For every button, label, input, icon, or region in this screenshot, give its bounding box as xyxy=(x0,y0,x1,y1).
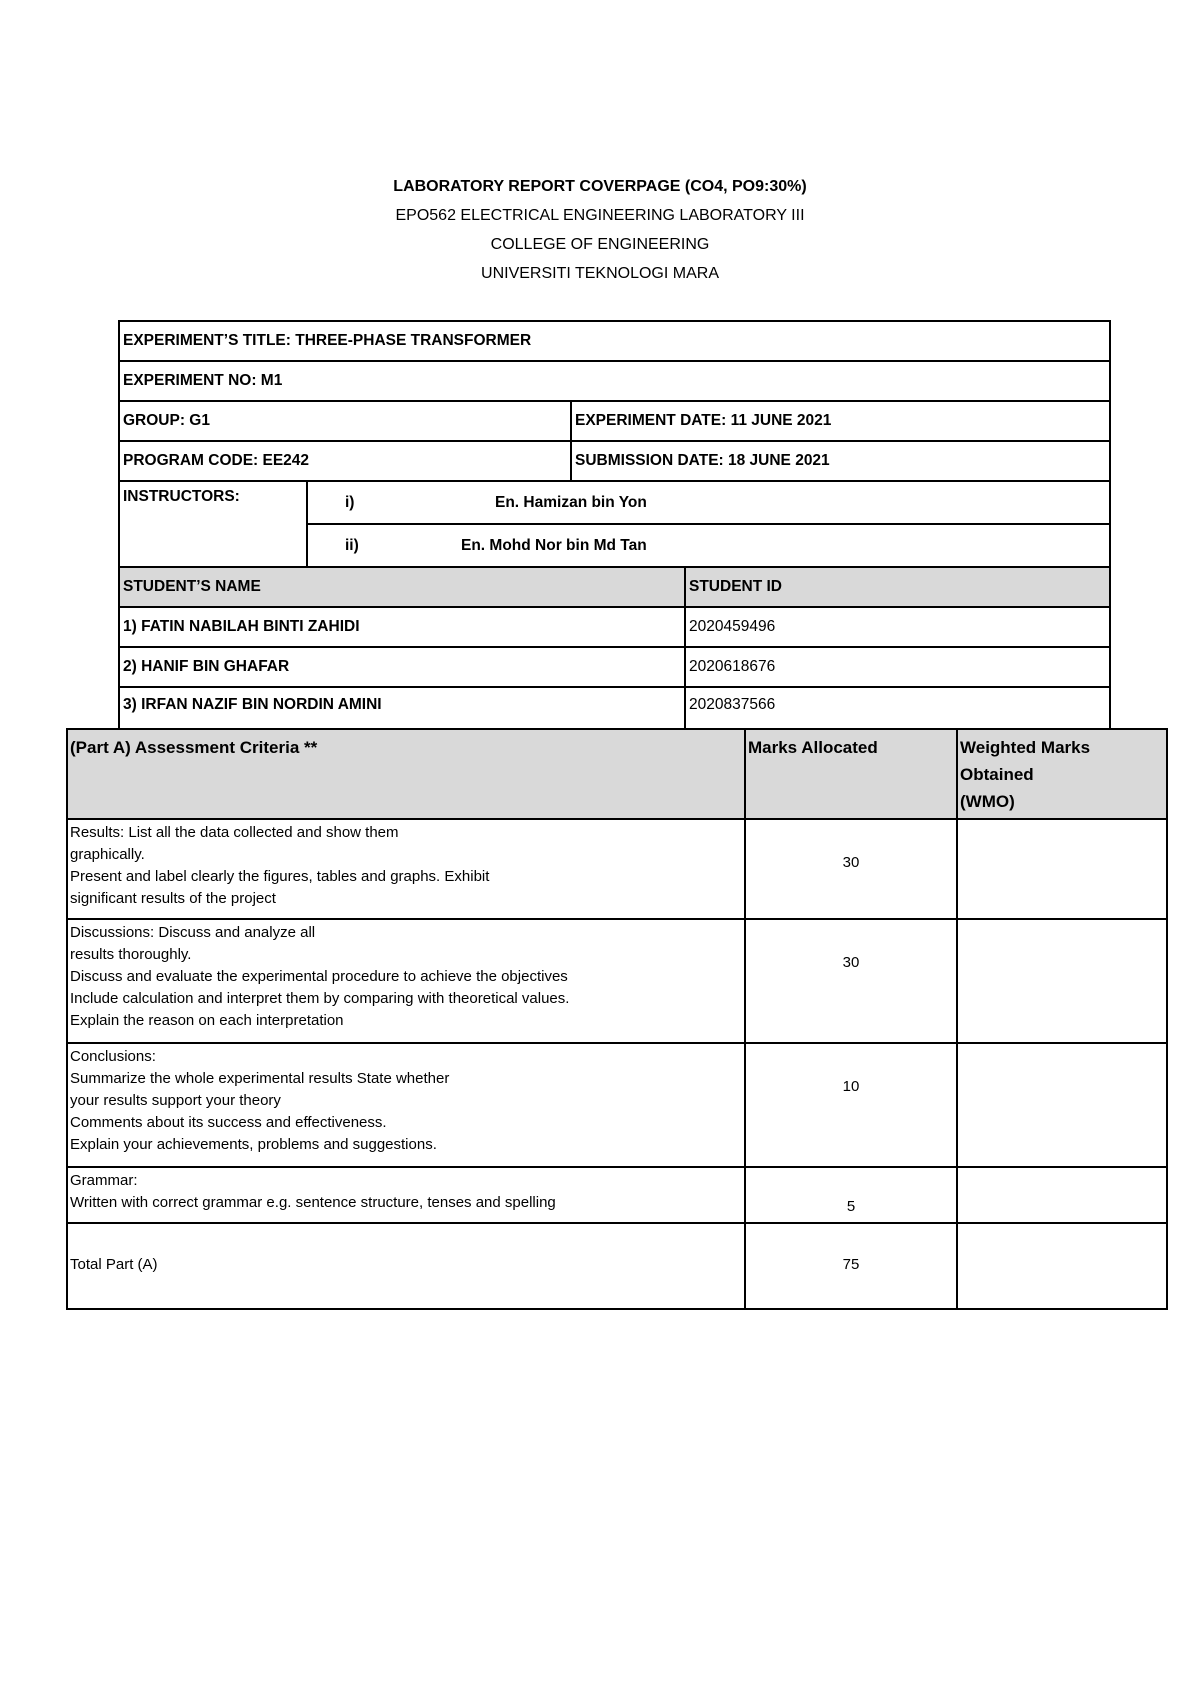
criteria-conclusions: Conclusions: Summarize the whole experimental results State whether your results support your theory Comments about its success and effectiveness. Explain your achievements, problems and suggestions. xyxy=(67,1043,745,1167)
student-name-header: STUDENT’S NAME xyxy=(119,567,685,607)
instructors-label: INSTRUCTORS: xyxy=(119,481,307,567)
university-name: UNIVERSITI TEKNOLOGI MARA xyxy=(481,265,719,282)
wmo-cell xyxy=(957,919,1167,1043)
instructor-row xyxy=(307,524,1110,567)
marks-allocated: 30 xyxy=(745,819,957,919)
student-id: 2020618676 xyxy=(685,647,1110,687)
criteria-header: (Part A) Assessment Criteria ** xyxy=(67,729,745,819)
student-name: 1) FATIN NABILAH BINTI ZAHIDI xyxy=(119,607,685,647)
criteria-results: Results: List all the data collected and show them graphically. Present and label clearly the figures, tables and graphs. Exhibit significant results of the project xyxy=(67,819,745,919)
student-id: 2020459496 xyxy=(685,607,1110,647)
instructor-name: En. Mohd Nor bin Md Tan xyxy=(461,536,647,554)
program-code: PROGRAM CODE: EE242 xyxy=(119,441,571,481)
report-title: LABORATORY REPORT COVERPAGE (CO4, PO9:30%) xyxy=(393,178,807,195)
total-label: Total Part (A) xyxy=(67,1223,745,1309)
course-name: EPO562 ELECTRICAL ENGINEERING LABORATORY III xyxy=(395,207,805,224)
wmo-header: Weighted Marks Obtained (WMO) xyxy=(957,729,1167,819)
wmo-cell xyxy=(957,1167,1167,1223)
total-wmo xyxy=(957,1223,1167,1309)
marks-allocated: 10 xyxy=(745,1043,957,1167)
instructor-row xyxy=(307,481,1110,524)
student-id-header: STUDENT ID xyxy=(685,567,1110,607)
student-name: 3) IRFAN NAZIF BIN NORDIN AMINI xyxy=(119,687,685,747)
wmo-cell xyxy=(957,1043,1167,1167)
marks-allocated: 30 xyxy=(745,919,957,1043)
group: GROUP: G1 xyxy=(119,401,571,441)
student-name: 2) HANIF BIN GHAFAR xyxy=(119,647,685,687)
college-name: COLLEGE OF ENGINEERING xyxy=(490,236,710,253)
criteria-discussions: Discussions: Discuss and analyze all results thoroughly. Discuss and evaluate the experimental procedure to achieve the objectives Include calculation and interpret them by comparing with theoretical values. Explain the reason on each interpretation xyxy=(67,919,745,1043)
criteria-grammar: Grammar: Written with correct grammar e.g. sentence structure, tenses and spelling xyxy=(67,1167,745,1223)
experiment-no: EXPERIMENT NO: M1 xyxy=(119,361,1110,401)
student-id: 2020837566 xyxy=(685,687,1110,747)
total-marks: 75 xyxy=(745,1223,957,1309)
experiment-date: EXPERIMENT DATE: 11 JUNE 2021 xyxy=(571,401,1110,441)
experiment-info-table xyxy=(118,320,1111,748)
marks-allocated: 5 xyxy=(745,1167,957,1223)
experiment-title: EXPERIMENT’S TITLE: THREE-PHASE TRANSFORMER xyxy=(119,321,1110,361)
instructor-number: i) xyxy=(345,493,355,511)
assessment-table xyxy=(66,728,1168,1310)
marks-header: Marks Allocated xyxy=(745,729,957,819)
instructor-number: ii) xyxy=(345,536,359,554)
submission-date: SUBMISSION DATE: 18 JUNE 2021 xyxy=(571,441,1110,481)
instructor-name: En. Hamizan bin Yon xyxy=(495,493,647,511)
wmo-cell xyxy=(957,819,1167,919)
